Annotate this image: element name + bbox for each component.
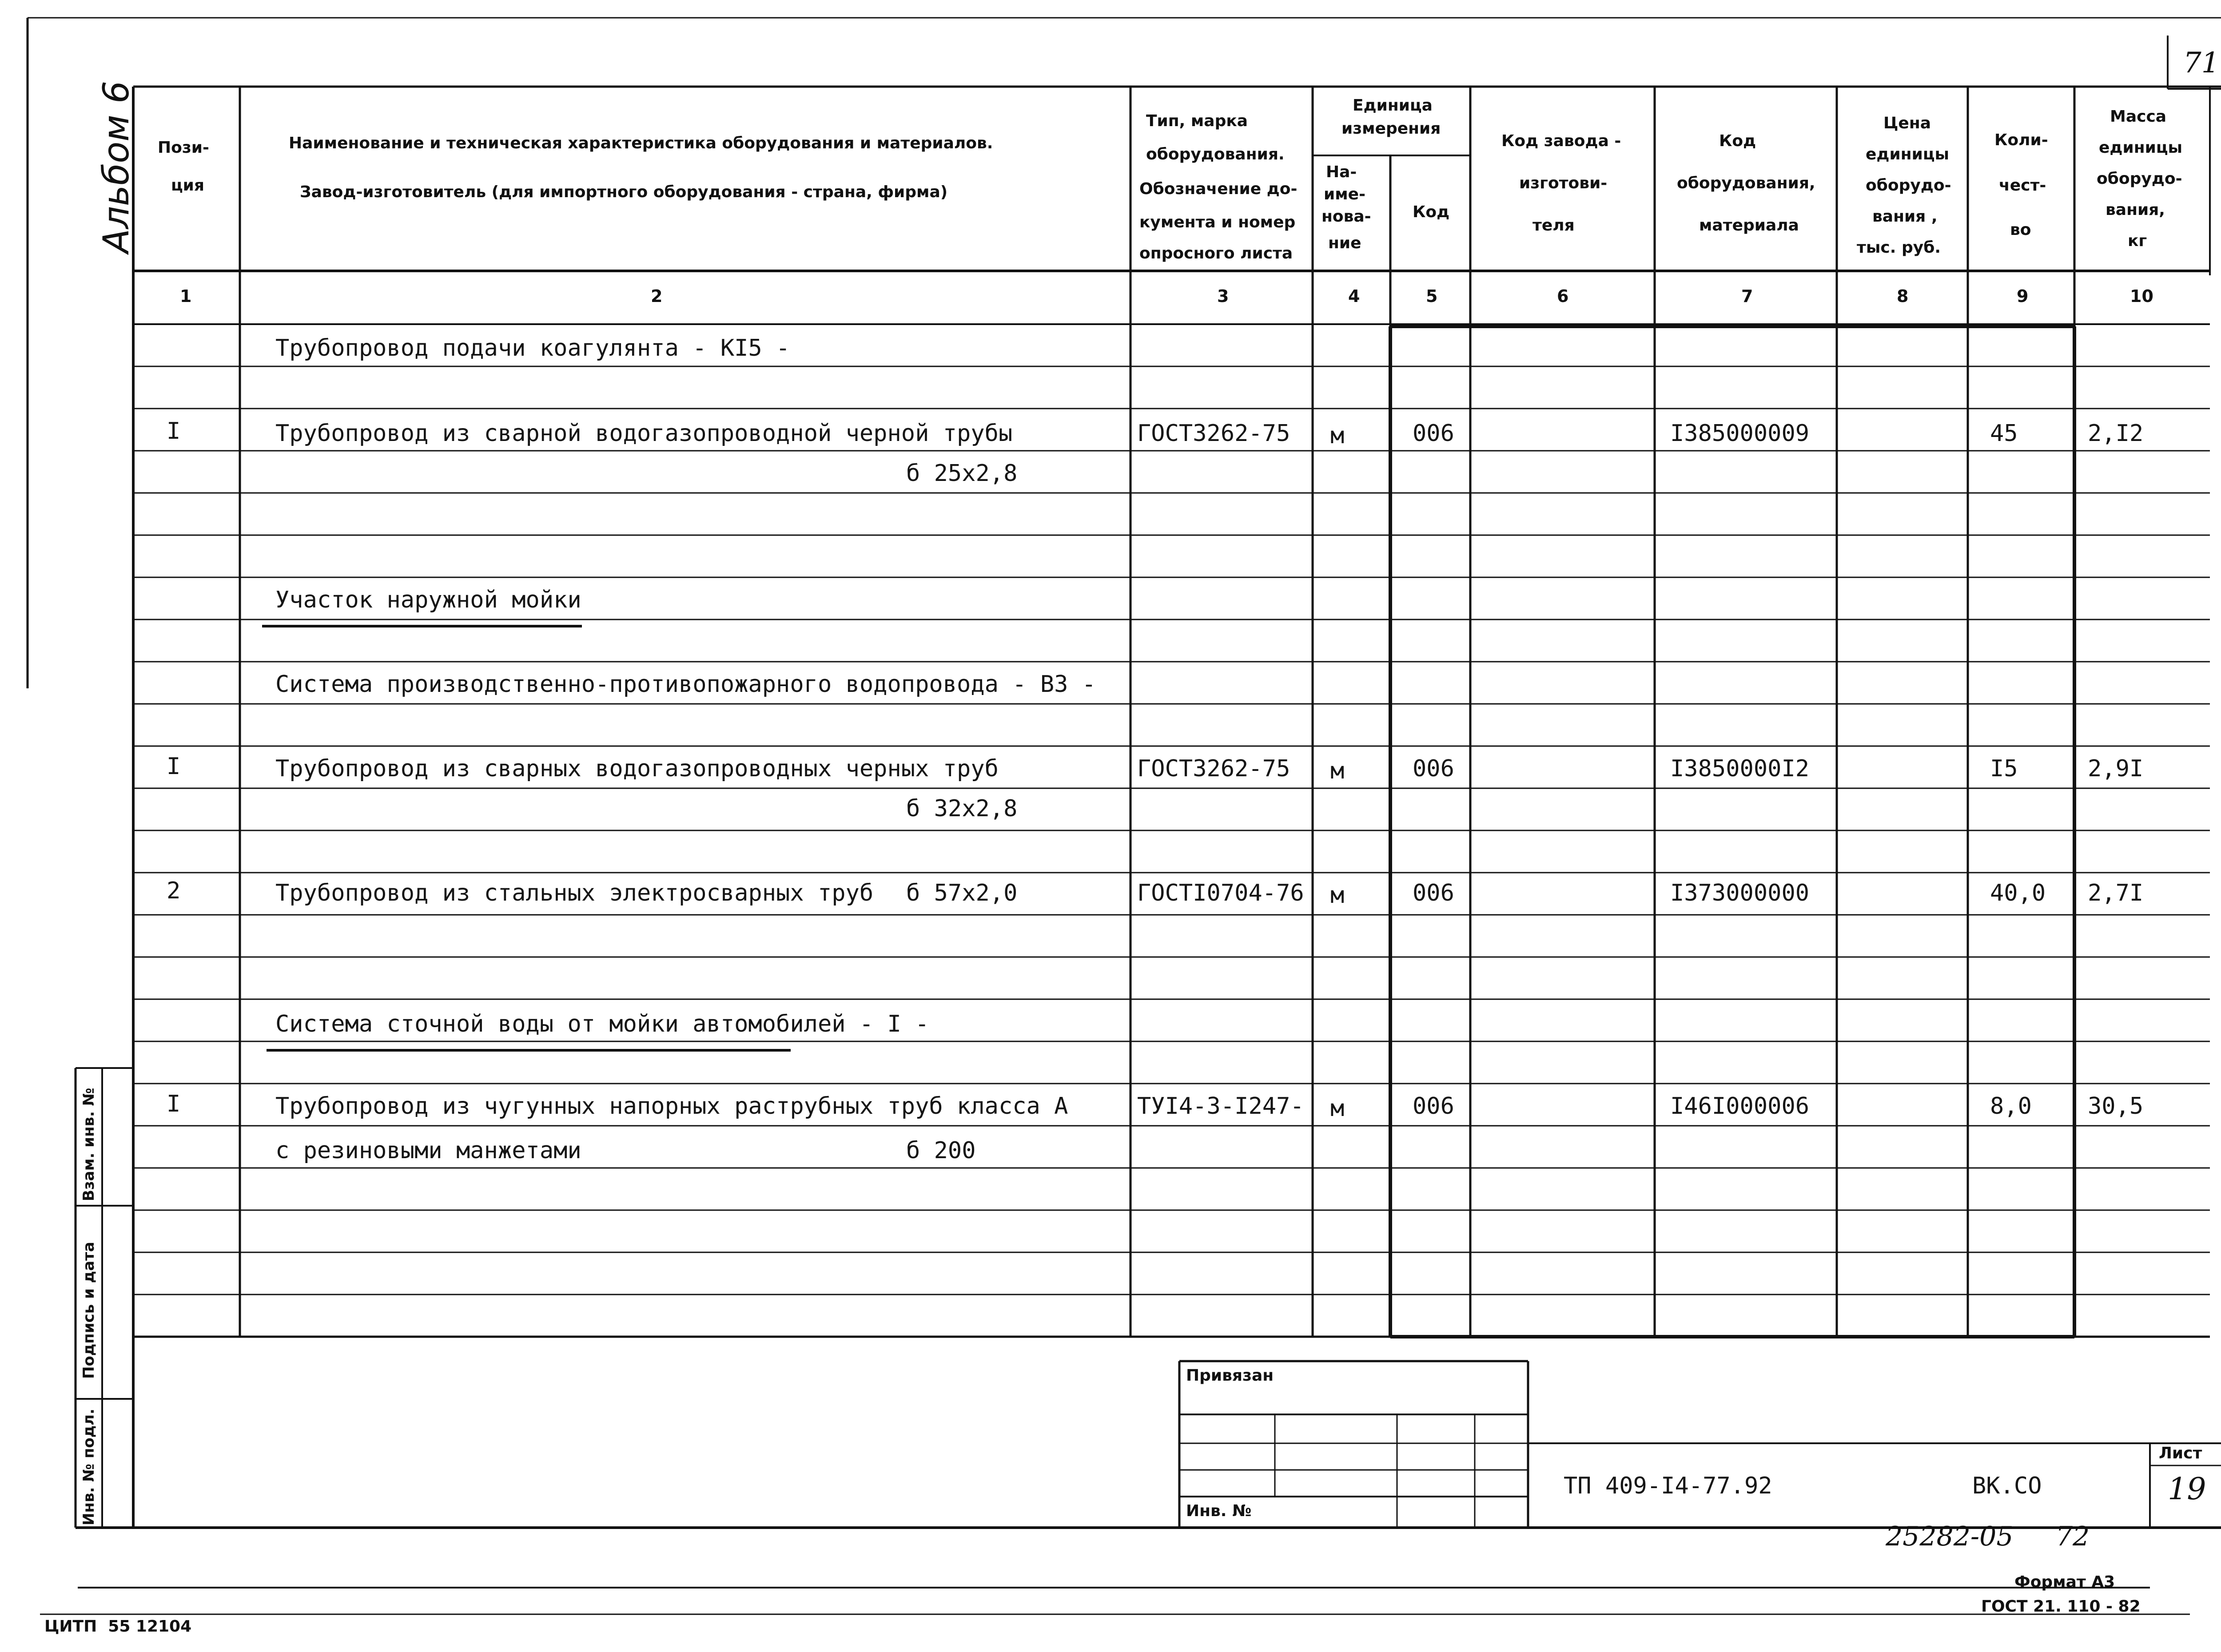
header-c8-line2: единицы: [1866, 145, 1950, 163]
header-c3-line5: опросного листа: [1139, 244, 1293, 262]
header-c10-line3: оборудо-: [2097, 170, 2182, 188]
row-8-mass: 30,5: [2088, 1093, 2144, 1120]
column-number-7: 7: [1741, 286, 1753, 306]
row-6-mass: 2,7I: [2088, 880, 2144, 906]
section-outdoor-wash: Участок наружной мойки: [275, 587, 581, 613]
header-c1-line1: Пози-: [158, 139, 209, 157]
row-5-code: 006: [1413, 755, 1454, 782]
header-c10-line2: единицы: [2099, 139, 2183, 157]
row-6-unit: м: [1330, 882, 1345, 909]
header-unit-group-line2: измерения: [1341, 119, 1441, 138]
gost-label: ГОСТ 21. 110 - 82: [1981, 1597, 2141, 1616]
header-c8-line1: Цена: [1883, 114, 1931, 132]
row-5-name: Трубопровод из сварных водогазопроводных черных труб: [275, 755, 999, 782]
header-c6-line3: теля: [1532, 216, 1575, 234]
row-6-material: I373000000: [1670, 880, 1810, 906]
header-c1-line2: ция: [171, 176, 205, 195]
sheet-number: 19: [2168, 1472, 2206, 1507]
row-8-material: I46I000006: [1670, 1093, 1810, 1120]
header-c4-line2: име-: [1324, 185, 1366, 203]
column-number-4: 4: [1348, 286, 1360, 306]
header-c10-line1: Масса: [2110, 107, 2167, 126]
header-c2-line2: Завод-изготовитель (для импортного оборудования - страна, фирма): [300, 183, 948, 201]
format-label: Формат А3: [2014, 1573, 2115, 1591]
row-8-unit: м: [1330, 1095, 1345, 1122]
column-number-8: 8: [1897, 286, 1909, 306]
header-c3-line3: Обозначение до-: [1139, 180, 1298, 198]
header-c7-line2: оборудования,: [1677, 174, 1815, 192]
header-c8-line5: тыс. руб.: [1857, 238, 1941, 257]
page-number-handwritten: 71: [2183, 47, 2220, 79]
row-2-material: I385000009: [1670, 420, 1810, 447]
document-mark: ВК.СО: [1972, 1473, 2042, 1499]
header-c10-line4: вания,: [2106, 201, 2165, 219]
row-8-doc: ТУI4-3-I247-: [1137, 1093, 1304, 1120]
row-6-code: 006: [1413, 880, 1454, 906]
row-2-name: Трубопровод из сварной водогазопроводной черной трубы: [275, 420, 1013, 447]
header-c9-line2: чест-: [1999, 176, 2046, 195]
column-number-5: 5: [1426, 286, 1438, 306]
row-title-b3: Система производственно-противопожарного водопровода - В3 -: [275, 671, 1096, 698]
column-number-1: 1: [180, 286, 192, 306]
stamp-signature-date: Подпись и дата: [80, 1242, 98, 1379]
header-c8-line3: оборудо-: [1866, 176, 1951, 195]
column-number-6: 6: [1557, 286, 1569, 306]
row-8-quantity: 8,0: [1990, 1093, 2032, 1120]
header-c6-line1: Код завода -: [1501, 132, 1621, 150]
row-5-doc: ГОСТ3262-75: [1137, 755, 1290, 782]
row-5-quantity: I5: [1990, 755, 2018, 782]
row-2-position: I: [167, 418, 181, 445]
title-block-bound: Привязан: [1186, 1366, 1274, 1385]
printer-code: ЦИТП 55 12104: [44, 1617, 192, 1636]
row-6-position: 2: [167, 878, 181, 904]
row-8-name: Трубопровод из чугунных напорных раструбных труб класса А: [275, 1093, 1068, 1120]
header-c7-line1: Код: [1719, 132, 1756, 150]
row-8-line2: с резиновыми манжетами: [275, 1137, 581, 1164]
sheet-label: Лист: [2159, 1444, 2202, 1462]
row-8-code: 006: [1413, 1093, 1454, 1120]
document-code: ТП 409-I4-77.92: [1564, 1473, 1772, 1499]
header-c3-line2: оборудования.: [1146, 145, 1285, 163]
row-2-doc: ГОСТ3262-75: [1137, 420, 1290, 447]
row-5-position: I: [167, 753, 181, 780]
header-c9-line1: Коли-: [1994, 131, 2048, 149]
header-c7-line3: материала: [1699, 216, 1799, 234]
row-8-size: б 200: [906, 1137, 976, 1164]
header-c4-line3: нова-: [1321, 207, 1371, 226]
column-number-9: 9: [2017, 286, 2029, 306]
header-c3-line1: Тип, марка: [1146, 112, 1248, 130]
header-c10-line5: кг: [2128, 232, 2147, 250]
row-6-name: Трубопровод из стальных электросварных труб: [275, 880, 874, 906]
row-2-unit: м: [1330, 422, 1345, 449]
title-block-inv: Инв. №: [1186, 1502, 1252, 1520]
stamp-replaced-inv: Взам. инв. №: [80, 1088, 98, 1201]
column-number-10: 10: [2130, 286, 2153, 306]
row-5-material: I3850000I2: [1670, 755, 1810, 782]
header-unit-group-line1: Единица: [1353, 96, 1433, 115]
header-c3-line4: кумента и номер: [1139, 213, 1296, 231]
header-c6-line2: изготови-: [1519, 174, 1608, 192]
header-c5: Код: [1413, 203, 1450, 221]
column-number-3: 3: [1217, 286, 1229, 306]
row-2-size: б 25х2,8: [906, 460, 1018, 487]
row-6-size: б 57х2,0: [906, 880, 1018, 906]
column-number-2: 2: [651, 286, 663, 306]
section-wastewater: Система сточной воды от мойки автомобилей - I -: [275, 1011, 929, 1037]
header-c4-line4: ние: [1328, 234, 1361, 252]
header-c4-line1: На-: [1326, 163, 1357, 181]
row-title-coagulant: Трубопровод подачи коагулянта - КI5 -: [275, 335, 790, 361]
row-8-position: I: [167, 1091, 181, 1117]
header-c8-line4: вания ,: [1872, 207, 1938, 226]
row-6-doc: ГОСТI0704-76: [1137, 880, 1304, 906]
handwritten-archive-number: 25282-05 72: [1886, 1521, 2090, 1552]
row-2-mass: 2,I2: [2088, 420, 2144, 447]
row-6-quantity: 40,0: [1990, 880, 2046, 906]
header-c9-line3: во: [2010, 221, 2031, 239]
row-5-mass: 2,9I: [2088, 755, 2144, 782]
row-5-size: б 32х2,8: [906, 795, 1018, 822]
row-5-unit: м: [1330, 758, 1345, 784]
row-2-quantity: 45: [1990, 420, 2018, 447]
album-label: Альбом 6: [96, 81, 137, 253]
header-c2-line1: Наименование и техническая характеристика оборудования и материалов.: [289, 134, 993, 152]
row-2-code: 006: [1413, 420, 1454, 447]
stamp-original-inv: Инв. № подл.: [80, 1408, 98, 1525]
